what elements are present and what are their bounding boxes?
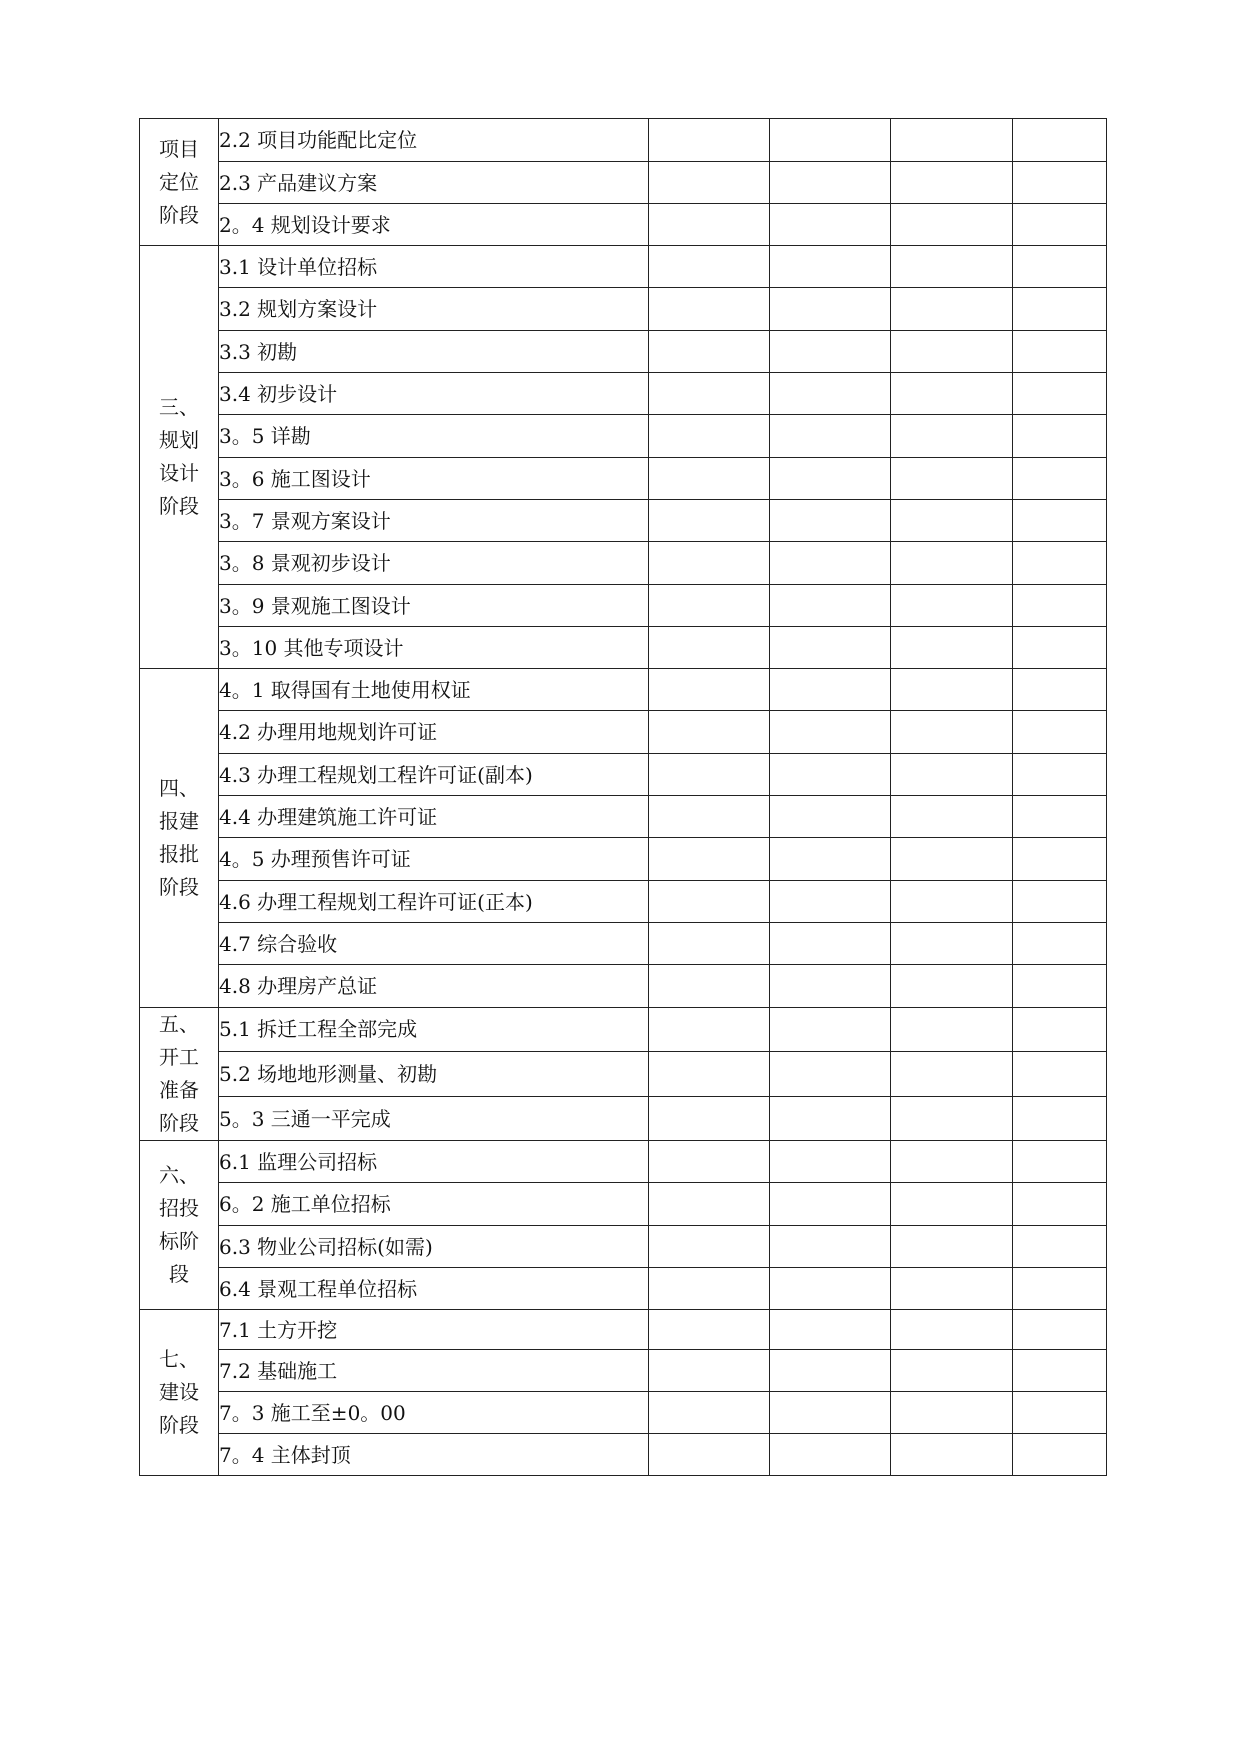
empty-cell[interactable]	[1013, 1141, 1107, 1183]
empty-cell[interactable]	[649, 585, 770, 627]
task-cell: 3.4 初步设计	[219, 373, 649, 415]
empty-cell[interactable]	[649, 711, 770, 754]
empty-cell[interactable]	[1013, 1350, 1107, 1392]
empty-cell[interactable]	[770, 1051, 891, 1096]
task-cell: 3。5 详勘	[219, 415, 649, 458]
empty-cell[interactable]	[770, 246, 891, 288]
table-row	[140, 627, 1107, 669]
empty-cell[interactable]	[1013, 288, 1107, 331]
table-row	[140, 458, 1107, 500]
empty-cell[interactable]	[891, 796, 1013, 838]
empty-cell[interactable]	[1013, 246, 1107, 288]
empty-cell[interactable]	[1013, 796, 1107, 838]
empty-cell[interactable]	[1013, 754, 1107, 796]
empty-cell[interactable]	[891, 204, 1013, 246]
empty-cell[interactable]	[649, 500, 770, 542]
empty-cell[interactable]	[1013, 162, 1107, 204]
phase-label: 五、开工准备阶段	[159, 1012, 199, 1135]
empty-cell[interactable]	[649, 796, 770, 838]
empty-cell[interactable]	[1013, 627, 1107, 669]
empty-cell[interactable]	[649, 1434, 770, 1476]
empty-cell[interactable]	[891, 754, 1013, 796]
empty-cell[interactable]	[891, 288, 1013, 331]
empty-cell[interactable]	[649, 331, 770, 373]
empty-cell[interactable]	[770, 627, 891, 669]
task-cell: 4.8 办理房产总证	[219, 965, 649, 1008]
table-row	[140, 331, 1107, 373]
table-row	[140, 923, 1107, 965]
empty-cell[interactable]	[770, 162, 891, 204]
empty-cell[interactable]	[649, 754, 770, 796]
empty-cell[interactable]	[891, 1268, 1013, 1310]
empty-cell[interactable]	[1013, 458, 1107, 500]
empty-cell[interactable]	[1013, 881, 1107, 923]
task-cell: 4.4 办理建筑施工许可证	[219, 796, 649, 838]
empty-cell[interactable]	[891, 627, 1013, 669]
empty-cell[interactable]	[1013, 331, 1107, 373]
table-row	[140, 711, 1107, 754]
empty-cell[interactable]	[649, 669, 770, 711]
empty-cell[interactable]	[649, 627, 770, 669]
empty-cell[interactable]	[891, 500, 1013, 542]
table-row	[140, 1310, 1107, 1350]
empty-cell[interactable]	[1013, 711, 1107, 754]
table-row	[140, 1183, 1107, 1226]
table-row	[140, 1434, 1107, 1476]
empty-cell[interactable]	[649, 458, 770, 500]
empty-cell[interactable]	[891, 458, 1013, 500]
empty-cell[interactable]	[770, 965, 891, 1008]
phase-label: 项目定位阶段	[159, 136, 199, 227]
empty-cell[interactable]	[891, 711, 1013, 754]
task-cell: 3.1 设计单位招标	[219, 246, 649, 288]
empty-cell[interactable]	[649, 415, 770, 458]
table-row	[140, 288, 1107, 331]
empty-cell[interactable]	[891, 1310, 1013, 1350]
phase-cell	[140, 669, 219, 1008]
task-cell: 4。5 办理预售许可证	[219, 838, 649, 881]
empty-cell[interactable]	[891, 331, 1013, 373]
table-row	[140, 373, 1107, 415]
empty-cell[interactable]	[891, 119, 1013, 162]
empty-cell[interactable]	[1013, 1008, 1107, 1052]
empty-cell[interactable]	[649, 923, 770, 965]
task-cell: 3。6 施工图设计	[219, 458, 649, 500]
empty-cell[interactable]	[770, 754, 891, 796]
empty-cell[interactable]	[1013, 373, 1107, 415]
empty-cell[interactable]	[891, 1008, 1013, 1052]
empty-cell[interactable]	[770, 119, 891, 162]
empty-cell[interactable]	[891, 373, 1013, 415]
empty-cell[interactable]	[649, 542, 770, 585]
phase-label: 三、规划设计阶段	[159, 395, 199, 518]
empty-cell[interactable]	[649, 288, 770, 331]
empty-cell[interactable]	[891, 1434, 1013, 1476]
task-cell: 6.3 物业公司招标(如需)	[219, 1226, 649, 1268]
table-row	[140, 204, 1107, 246]
table-row	[140, 965, 1107, 1008]
empty-cell[interactable]	[770, 585, 891, 627]
task-cell: 7。4 主体封顶	[219, 1434, 649, 1476]
schedule-table-body	[140, 119, 1107, 1476]
empty-cell[interactable]	[649, 838, 770, 881]
task-cell: 7.1 土方开挖	[219, 1310, 649, 1350]
empty-cell[interactable]	[1013, 500, 1107, 542]
empty-cell[interactable]	[1013, 1310, 1107, 1350]
task-cell: 7。3 施工至±0。00	[219, 1392, 649, 1434]
empty-cell[interactable]	[1013, 542, 1107, 585]
task-cell: 5.2 场地地形测量、初勘	[219, 1051, 649, 1096]
empty-cell[interactable]	[770, 1183, 891, 1226]
empty-cell[interactable]	[1013, 669, 1107, 711]
empty-cell[interactable]	[891, 585, 1013, 627]
table-row	[140, 500, 1107, 542]
empty-cell[interactable]	[1013, 1268, 1107, 1310]
empty-cell[interactable]	[1013, 415, 1107, 458]
empty-cell[interactable]	[1013, 1051, 1107, 1096]
empty-cell[interactable]	[649, 1051, 770, 1096]
table-row	[140, 838, 1107, 881]
empty-cell[interactable]	[770, 1008, 891, 1052]
empty-cell[interactable]	[1013, 1392, 1107, 1434]
table-row	[140, 1141, 1107, 1183]
empty-cell[interactable]	[891, 965, 1013, 1008]
empty-cell[interactable]	[770, 838, 891, 881]
task-cell: 3.2 规划方案设计	[219, 288, 649, 331]
task-cell: 5.1 拆迁工程全部完成	[219, 1008, 649, 1052]
table-row	[140, 1350, 1107, 1392]
empty-cell[interactable]	[649, 881, 770, 923]
empty-cell[interactable]	[770, 1350, 891, 1392]
table-row	[140, 881, 1107, 923]
empty-cell[interactable]	[770, 373, 891, 415]
empty-cell[interactable]	[770, 669, 891, 711]
empty-cell[interactable]	[649, 1183, 770, 1226]
empty-cell[interactable]	[649, 373, 770, 415]
empty-cell[interactable]	[891, 881, 1013, 923]
empty-cell[interactable]	[891, 542, 1013, 585]
task-cell: 3。10 其他专项设计	[219, 627, 649, 669]
empty-cell[interactable]	[891, 838, 1013, 881]
phase-label: 七、建设阶段	[159, 1347, 199, 1437]
empty-cell[interactable]	[770, 1097, 891, 1141]
empty-cell[interactable]	[770, 796, 891, 838]
task-cell: 6.1 监理公司招标	[219, 1141, 649, 1183]
empty-cell[interactable]	[1013, 1183, 1107, 1226]
empty-cell[interactable]	[649, 1268, 770, 1310]
phase-cell	[140, 119, 219, 246]
empty-cell[interactable]	[770, 415, 891, 458]
table-row	[140, 1008, 1107, 1052]
empty-cell[interactable]	[770, 331, 891, 373]
empty-cell[interactable]	[770, 204, 891, 246]
task-cell: 3。7 景观方案设计	[219, 500, 649, 542]
task-cell: 4.7 综合验收	[219, 923, 649, 965]
empty-cell[interactable]	[1013, 923, 1107, 965]
empty-cell[interactable]	[1013, 965, 1107, 1008]
empty-cell[interactable]	[649, 1226, 770, 1268]
phase-cell	[140, 1008, 219, 1141]
empty-cell[interactable]	[891, 246, 1013, 288]
empty-cell[interactable]	[770, 1392, 891, 1434]
empty-cell[interactable]	[891, 923, 1013, 965]
table-row	[140, 1268, 1107, 1310]
task-cell: 3.3 初勘	[219, 331, 649, 373]
table-row	[140, 754, 1107, 796]
empty-cell[interactable]	[770, 288, 891, 331]
table-row	[140, 415, 1107, 458]
table-row	[140, 1226, 1107, 1268]
empty-cell[interactable]	[770, 500, 891, 542]
empty-cell[interactable]	[891, 669, 1013, 711]
empty-cell[interactable]	[770, 881, 891, 923]
table-row	[140, 585, 1107, 627]
empty-cell[interactable]	[1013, 838, 1107, 881]
empty-cell[interactable]	[770, 711, 891, 754]
empty-cell[interactable]	[891, 415, 1013, 458]
empty-cell[interactable]	[770, 1141, 891, 1183]
task-cell: 3。8 景观初步设计	[219, 542, 649, 585]
phase-label: 六、招投标阶段	[159, 1163, 199, 1286]
empty-cell[interactable]	[891, 1226, 1013, 1268]
task-cell: 3。9 景观施工图设计	[219, 585, 649, 627]
empty-cell[interactable]	[770, 1268, 891, 1310]
empty-cell[interactable]	[1013, 585, 1107, 627]
empty-cell[interactable]	[770, 1434, 891, 1476]
table-row	[140, 119, 1107, 162]
empty-cell[interactable]	[649, 1350, 770, 1392]
empty-cell[interactable]	[891, 1097, 1013, 1141]
phase-cell	[140, 1141, 219, 1310]
empty-cell[interactable]	[649, 1141, 770, 1183]
empty-cell[interactable]	[649, 1008, 770, 1052]
empty-cell[interactable]	[891, 1183, 1013, 1226]
empty-cell[interactable]	[649, 965, 770, 1008]
task-cell: 4。1 取得国有土地使用权证	[219, 669, 649, 711]
empty-cell[interactable]	[891, 1141, 1013, 1183]
empty-cell[interactable]	[891, 1392, 1013, 1434]
task-cell: 2。4 规划设计要求	[219, 204, 649, 246]
empty-cell[interactable]	[649, 1097, 770, 1141]
empty-cell[interactable]	[649, 1392, 770, 1434]
empty-cell[interactable]	[1013, 204, 1107, 246]
task-cell: 2.3 产品建议方案	[219, 162, 649, 204]
empty-cell[interactable]	[770, 542, 891, 585]
table-row	[140, 1097, 1107, 1141]
empty-cell[interactable]	[649, 204, 770, 246]
task-cell: 6。2 施工单位招标	[219, 1183, 649, 1226]
empty-cell[interactable]	[770, 1310, 891, 1350]
empty-cell[interactable]	[891, 1051, 1013, 1096]
table-row	[140, 669, 1107, 711]
empty-cell[interactable]	[649, 119, 770, 162]
table-row	[140, 1392, 1107, 1434]
empty-cell[interactable]	[770, 1226, 891, 1268]
table-row	[140, 542, 1107, 585]
task-cell: 4.3 办理工程规划工程许可证(副本)	[219, 754, 649, 796]
empty-cell[interactable]	[1013, 119, 1107, 162]
empty-cell[interactable]	[891, 1350, 1013, 1392]
task-cell: 7.2 基础施工	[219, 1350, 649, 1392]
empty-cell[interactable]	[649, 162, 770, 204]
empty-cell[interactable]	[770, 458, 891, 500]
task-cell: 4.6 办理工程规划工程许可证(正本)	[219, 881, 649, 923]
project-schedule-table	[139, 118, 1107, 1476]
phase-cell	[140, 246, 219, 669]
empty-cell[interactable]	[1013, 1097, 1107, 1141]
empty-cell[interactable]	[649, 1310, 770, 1350]
table-row	[140, 162, 1107, 204]
phase-label: 四、报建报批阶段	[159, 776, 199, 899]
empty-cell[interactable]	[770, 923, 891, 965]
table-row	[140, 796, 1107, 838]
task-cell: 6.4 景观工程单位招标	[219, 1268, 649, 1310]
task-cell: 4.2 办理用地规划许可证	[219, 711, 649, 754]
task-cell: 2.2 项目功能配比定位	[219, 119, 649, 162]
table-row	[140, 246, 1107, 288]
empty-cell[interactable]	[891, 162, 1013, 204]
phase-cell	[140, 1310, 219, 1476]
empty-cell[interactable]	[649, 246, 770, 288]
table-row	[140, 1051, 1107, 1096]
empty-cell[interactable]	[1013, 1226, 1107, 1268]
task-cell: 5。3 三通一平完成	[219, 1097, 649, 1141]
empty-cell[interactable]	[1013, 1434, 1107, 1476]
